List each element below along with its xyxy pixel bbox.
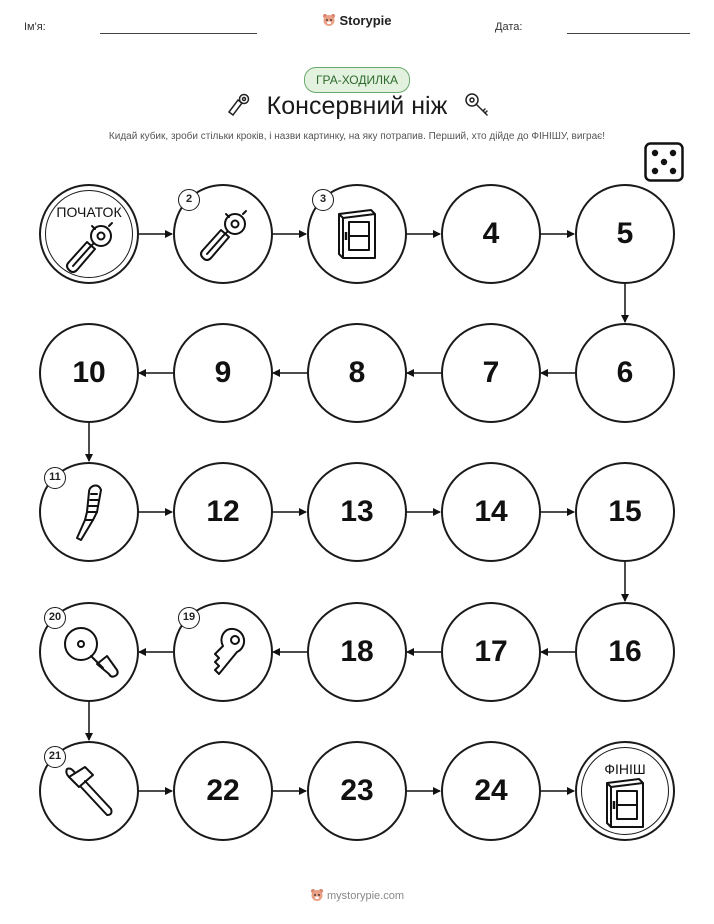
cell-24[interactable] — [441, 741, 541, 841]
instructions: Кидай кубик, зроби стільки кроків, і назви картинку, на яку потрапив. Перший, хто дійде до ФІНІШУ, виграє! — [108, 131, 606, 142]
cell-number: 9 — [214, 356, 232, 389]
cell-number-badge: 2 — [178, 189, 200, 211]
cell-2[interactable] — [173, 184, 273, 284]
cell-number: 6 — [616, 356, 634, 389]
cell-finish[interactable] — [575, 741, 675, 841]
cell-number: 4 — [482, 217, 500, 250]
cell-number: 10 — [72, 356, 106, 389]
cell-6[interactable] — [575, 323, 675, 423]
cell-number: 15 — [608, 495, 642, 528]
cell-number-badge: 21 — [44, 746, 66, 768]
cell-number: 24 — [474, 774, 508, 807]
page-title: Консервний ніж — [266, 92, 448, 120]
date-label: Дата: — [495, 21, 523, 33]
cell-4[interactable] — [441, 184, 541, 284]
cell-9[interactable] — [173, 323, 273, 423]
cell-start[interactable] — [39, 184, 139, 284]
cell-19[interactable] — [173, 602, 273, 702]
cell-11[interactable] — [39, 462, 139, 562]
cell-17[interactable] — [441, 602, 541, 702]
cell-number-badge: 11 — [44, 467, 66, 489]
cell-7[interactable] — [441, 323, 541, 423]
cell-23[interactable] — [307, 741, 407, 841]
game-type-badge: ГРА-ХОДИЛКА — [304, 67, 410, 93]
cell-label: ПОЧАТОК — [56, 204, 122, 220]
cell-8[interactable] — [307, 323, 407, 423]
cell-21[interactable] — [39, 741, 139, 841]
brand-name: Storypie — [339, 13, 392, 28]
cell-number-badge: 20 — [44, 607, 66, 629]
cell-number: 14 — [474, 495, 508, 528]
cell-22[interactable] — [173, 741, 273, 841]
cell-20[interactable] — [39, 602, 139, 702]
storypie-bear-icon — [310, 888, 324, 902]
cell-number: 5 — [616, 217, 634, 250]
footer — [0, 888, 714, 902]
footer-url[interactable]: mystorypie.com — [326, 890, 405, 902]
cell-14[interactable] — [441, 462, 541, 562]
cell-number: 8 — [348, 356, 366, 389]
cell-number: 7 — [482, 356, 500, 389]
cell-number: 18 — [340, 635, 374, 668]
cell-number-badge: 3 — [312, 189, 334, 211]
cell-number: 16 — [608, 635, 642, 668]
cell-label: ФІНІШ — [604, 761, 646, 777]
cell-number: 22 — [206, 774, 240, 807]
cell-5[interactable] — [575, 184, 675, 284]
name-label: Ім'я: — [24, 21, 46, 33]
cell-number-badge: 19 — [178, 607, 200, 629]
cell-number: 12 — [206, 495, 240, 528]
cell-13[interactable] — [307, 462, 407, 562]
cell-15[interactable] — [575, 462, 675, 562]
cell-10[interactable] — [39, 323, 139, 423]
cell-18[interactable] — [307, 602, 407, 702]
cell-number: 17 — [474, 635, 508, 668]
cell-number: 23 — [340, 774, 374, 807]
cell-number: 13 — [340, 495, 374, 528]
cell-3[interactable] — [307, 184, 407, 284]
cell-16[interactable] — [575, 602, 675, 702]
cell-12[interactable] — [173, 462, 273, 562]
